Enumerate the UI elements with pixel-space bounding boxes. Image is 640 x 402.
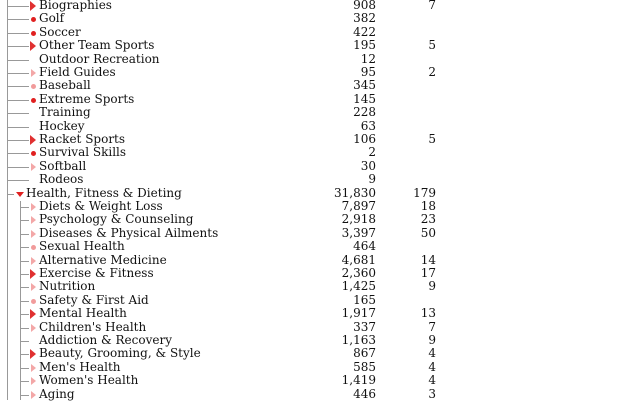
tree-row-count: 31,830 [334,185,376,200]
tree-row-subcount: 5 [428,38,436,53]
tree-row-label: Addiction & Recovery [39,333,172,347]
tree-row[interactable] [0,67,640,80]
tree-row-label: Rodeos [39,172,84,187]
tree-connector [8,86,29,87]
tree-row-label: Exercise & Fitness [39,266,154,280]
tree-row-count: 228 [353,105,376,120]
tree-row-label: Children's Health [39,319,147,334]
tree-row-count: 2,918 [341,212,376,227]
expand-arrow-icon[interactable] [28,348,38,361]
tree-row[interactable] [0,375,640,388]
tree-connector [8,180,29,181]
tree-connector [8,6,29,7]
tree-row-subcount: 4 [428,346,436,361]
tree-row-subcount: 3 [428,386,436,401]
tree-row-subcount: 50 [420,225,436,240]
tree-row[interactable] [0,107,640,120]
tree-row-count: 446 [353,386,376,401]
tree-row-label: Alternative Medicine [39,252,167,267]
tree-row-subcount: 17 [420,266,436,280]
tree-connector [8,100,29,101]
tree-row-subcount: 7 [428,0,436,12]
tree-row-subcount: 13 [420,306,436,321]
tree-row-label: Mental Health [39,306,127,321]
tree-row[interactable] [0,147,640,160]
tree-row-label: Psychology & Counseling [39,212,194,227]
tree-row-count: 12 [360,51,376,66]
tree-row-label: Nutrition [39,279,96,294]
tree-row-count: 2 [368,145,376,160]
tree-row-label: Men's Health [39,359,121,374]
collapsed-arrow-icon[interactable] [28,214,38,227]
leaf-dot-icon[interactable] [28,13,38,26]
tree-row[interactable] [0,13,640,26]
collapsed-arrow-icon[interactable] [28,362,38,375]
tree-connector [8,167,29,168]
tree-row-label: Training [39,105,91,120]
tree-connector [21,341,29,342]
tree-row-label: Survival Skills [39,145,127,160]
tree-row-count: 908 [353,0,376,12]
tree-connector [8,140,29,141]
tree-row-count: 95 [360,65,376,79]
collapsed-arrow-icon[interactable] [28,67,38,80]
tree-row-label: Outdoor Recreation [39,51,160,66]
tree-row-count: 867 [353,346,376,361]
tree-row[interactable] [0,91,640,107]
tree-row-label: Hockey [39,118,85,133]
tree-row-count: 9 [368,172,376,187]
tree-row-count: 585 [353,359,376,374]
tree-row-subcount: 9 [428,333,436,347]
tree-row-count: 106 [353,132,376,146]
tree-row-count: 4,681 [341,252,376,267]
tree-row-count: 382 [353,11,376,26]
collapsed-arrow-icon[interactable] [28,201,38,214]
tree-row-label: Field Guides [39,65,116,79]
tree-row-label: Diets & Weight Loss [39,199,163,213]
leaf-dot-pale-icon[interactable] [28,80,38,93]
tree-row-count: 195 [353,38,376,53]
tree-connector [8,113,29,114]
tree-row-count: 165 [353,292,376,307]
tree-row-label: Other Team Sports [39,38,155,53]
tree-row-count: 337 [353,319,376,334]
collapsed-arrow-icon[interactable] [28,161,38,174]
tree-connector [8,73,29,74]
tree-row-subcount: 2 [428,65,436,79]
tree-row-label: Women's Health [39,373,139,388]
tree-row-count: 1,425 [341,279,376,294]
tree-row-subcount: 179 [413,185,436,200]
tree-row-label: Safety & First Aid [39,292,149,307]
collapsed-arrow-icon[interactable] [28,255,38,268]
tree-row-count: 1,419 [341,373,376,388]
tree-row-count: 7,897 [341,199,376,213]
expand-arrow-icon[interactable] [28,308,38,321]
tree-row-count: 30 [360,158,376,173]
tree-row-label: Racket Sports [39,132,126,146]
tree-connector [8,46,29,47]
tree-row-label: Baseball [39,78,91,93]
collapsed-arrow-icon[interactable] [28,322,38,335]
tree-row-label: Softball [39,158,87,173]
leaf-dot-icon[interactable] [28,27,38,40]
tree-connector [8,127,29,128]
leaf-dot-pale-icon[interactable] [28,295,38,308]
tree-row-label: Golf [39,11,65,26]
tree-connector [8,60,29,61]
tree-row-count: 63 [360,118,376,133]
tree-row-label: Health, Fitness & Dieting [26,185,182,200]
tree-row-subcount: 4 [428,373,436,388]
tree-row-count: 1,163 [341,333,376,347]
tree-row-subcount: 9 [428,279,436,294]
tree-row-subcount: 7 [428,319,436,334]
tree-row-label: Soccer [39,24,81,39]
tree-row-subcount: 14 [420,252,436,267]
tree-row-count: 3,397 [341,225,376,240]
tree-row[interactable] [0,158,640,174]
expand-arrow-icon[interactable] [28,268,38,281]
collapsed-arrow-icon[interactable] [28,228,38,241]
tree-row-label: Aging [39,386,75,401]
expand-arrow-icon[interactable] [28,134,38,147]
tree-row-count: 2,360 [341,266,376,280]
tree-row-count: 464 [353,239,376,254]
tree-row[interactable] [0,268,640,281]
tree-row-subcount: 18 [420,199,436,213]
collapsed-arrow-icon[interactable] [28,375,38,388]
leaf-dot-icon[interactable] [28,147,38,160]
leaf-dot-icon[interactable] [28,94,38,107]
tree-row-label: Extreme Sports [39,91,135,106]
tree-row-count: 145 [353,91,376,106]
tree-row-count: 1,917 [341,306,376,321]
tree-row-count: 422 [353,24,376,39]
tree-row-label: Diseases & Physical Ailments [39,225,219,240]
expand-arrow-icon[interactable] [28,40,38,53]
expanded-arrow-icon[interactable] [15,188,25,201]
tree-row[interactable] [0,0,640,13]
collapsed-arrow-icon[interactable] [28,281,38,294]
expand-arrow-icon[interactable] [28,0,38,13]
tree-connector [8,33,29,34]
tree-connector [8,19,29,20]
tree-connector [8,194,14,195]
tree-row-subcount: 4 [428,359,436,374]
tree-row-subcount: 23 [420,212,436,227]
tree-row-subcount: 5 [428,132,436,146]
tree-row-label: Biographies [39,0,112,12]
tree-row-label: Beauty, Grooming, & Style [39,346,201,361]
tree-connector [8,153,29,154]
tree-row-label: Sexual Health [39,239,125,254]
tree-row-count: 345 [353,78,376,93]
leaf-dot-pale-icon[interactable] [28,241,38,254]
